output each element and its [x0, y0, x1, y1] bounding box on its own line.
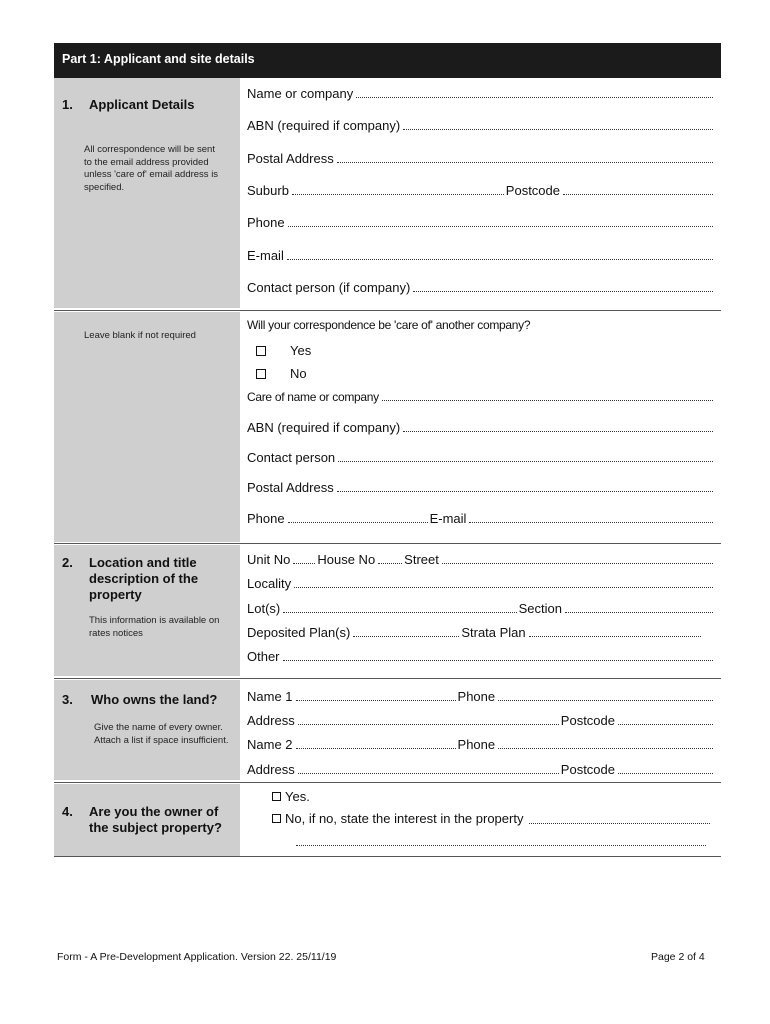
field-label: Postcode	[560, 713, 615, 728]
field-label: Contact person (if company)	[247, 280, 411, 295]
email-field[interactable]	[247, 248, 715, 266]
fill-line[interactable]	[403, 119, 713, 130]
lots-section-field[interactable]	[247, 601, 715, 619]
field-label: Name 1	[247, 689, 293, 704]
field-label: Care of name or company	[247, 390, 379, 404]
field-label: Section	[518, 601, 562, 616]
fill-line[interactable]	[292, 184, 504, 195]
fill-line[interactable]	[288, 216, 713, 227]
section-4-number: 4.	[62, 804, 73, 819]
section-1b-sidebar	[54, 312, 240, 542]
section-2-number: 2.	[62, 555, 73, 570]
section-1-number: 1.	[62, 97, 73, 112]
fill-line[interactable]	[296, 690, 456, 701]
fill-line[interactable]	[498, 690, 713, 701]
section-3-note: Give the name of every owner. Attach a list if space insufficient.	[94, 722, 229, 746]
checkbox-icon[interactable]	[256, 369, 266, 379]
care-of-name-field[interactable]	[247, 390, 715, 408]
owner-1-address-field[interactable]	[247, 713, 715, 731]
section-1-note: All correspondence will be sent to the email address provided unless 'care of' email address is specified.	[84, 144, 219, 193]
field-label: Postal Address	[247, 480, 334, 495]
fill-line[interactable]	[353, 626, 459, 637]
field-label: Lot(s)	[247, 601, 281, 616]
field-label: Name 2	[247, 737, 293, 752]
field-label: Other	[247, 649, 280, 664]
field-label: ABN (required if company)	[247, 118, 401, 133]
fill-line[interactable]	[288, 512, 428, 523]
locality-field[interactable]	[247, 576, 715, 594]
field-label: Postcode	[505, 183, 560, 198]
field-label: House No	[317, 552, 376, 567]
part-header: Part 1: Applicant and site details	[54, 43, 721, 78]
footer-form-version: Form - A Pre-Development Application. Version 22. 25/11/19	[57, 951, 337, 963]
option-label: Yes	[290, 343, 312, 358]
fill-line[interactable]	[283, 602, 516, 613]
field-label: Phone	[247, 511, 285, 526]
section-3-title: Who owns the land?	[91, 692, 218, 707]
fill-line[interactable]	[337, 152, 713, 163]
care-of-contact-field[interactable]	[247, 450, 715, 468]
section-4-title: Are you the owner of the subject property?	[89, 804, 222, 835]
divider	[54, 543, 721, 544]
fill-line[interactable]	[413, 281, 713, 292]
owner-no-option[interactable]	[272, 811, 712, 826]
fill-line[interactable]	[296, 738, 456, 749]
field-label: Name or company	[247, 86, 354, 101]
field-label: Phone	[457, 689, 496, 704]
field-label: Deposited Plan(s)	[247, 625, 351, 640]
section-1-title: Applicant Details	[89, 97, 195, 112]
fill-line[interactable]	[337, 481, 713, 492]
care-of-postal-field[interactable]	[247, 480, 715, 498]
field-label: Unit No	[247, 552, 291, 567]
field-label: Phone	[457, 737, 496, 752]
fill-line[interactable]	[298, 714, 559, 725]
field-label: Strata Plan	[461, 625, 526, 640]
fill-line[interactable]	[529, 813, 710, 824]
fill-line[interactable]	[618, 763, 713, 774]
divider	[54, 856, 721, 857]
field-label: E-mail	[247, 248, 284, 263]
field-label: Address	[247, 762, 295, 777]
option-label: Yes.	[285, 789, 310, 804]
option-label: No, if no, state the interest in the property	[285, 811, 524, 826]
field-label: Address	[247, 713, 295, 728]
checkbox-icon[interactable]	[256, 346, 266, 356]
fill-line[interactable]	[296, 835, 706, 846]
checkbox-icon[interactable]	[272, 814, 281, 823]
field-label: Contact person	[247, 450, 336, 465]
fill-line[interactable]	[498, 738, 713, 749]
abn-field[interactable]	[247, 118, 715, 136]
field-label: Street	[404, 552, 439, 567]
interest-continuation-line[interactable]	[296, 835, 708, 853]
divider	[54, 310, 721, 311]
owner-yes-option[interactable]	[272, 789, 310, 804]
fill-line[interactable]	[287, 249, 713, 260]
owner-2-address-field[interactable]	[247, 762, 715, 780]
unit-house-street-field[interactable]	[247, 552, 715, 570]
fill-line[interactable]	[378, 553, 402, 564]
section-2-title: Location and title description of the property	[89, 555, 199, 602]
fill-line[interactable]	[338, 451, 713, 462]
fill-line[interactable]	[442, 553, 713, 564]
care-of-phone-email-field[interactable]	[247, 511, 715, 529]
suburb-postcode-field[interactable]	[247, 183, 715, 201]
fill-line[interactable]	[356, 87, 713, 98]
fill-line[interactable]	[618, 714, 713, 725]
section-2-note: This information is available on rates notices	[89, 615, 220, 639]
option-label: No	[290, 366, 307, 381]
fill-line[interactable]	[529, 626, 701, 637]
fill-line[interactable]	[298, 763, 559, 774]
field-label: Phone	[247, 215, 285, 230]
name-or-company-field[interactable]	[247, 86, 715, 104]
fill-line[interactable]	[293, 553, 315, 564]
owner-2-name-phone-field[interactable]	[247, 737, 715, 755]
field-label: E-mail	[429, 511, 467, 526]
fill-line[interactable]	[382, 390, 713, 401]
care-of-abn-field[interactable]	[247, 420, 715, 438]
contact-person-field[interactable]	[247, 280, 715, 298]
question-text: Will your correspondence be 'care of' another company?	[247, 318, 531, 332]
care-of-question	[247, 318, 715, 336]
postal-address-field[interactable]	[247, 151, 715, 169]
section-1b-note: Leave blank if not required	[84, 330, 196, 341]
care-of-yes-option[interactable]	[256, 343, 311, 358]
field-label: Postal Address	[247, 151, 334, 166]
fill-line[interactable]	[403, 421, 713, 432]
footer-page-number: Page 2 of 4	[651, 951, 705, 963]
fill-line[interactable]	[565, 602, 713, 613]
fill-line[interactable]	[469, 512, 713, 523]
owner-1-name-phone-field[interactable]	[247, 689, 715, 707]
divider	[54, 678, 721, 679]
care-of-no-option[interactable]	[256, 366, 307, 381]
checkbox-icon[interactable]	[272, 792, 281, 801]
field-label: Suburb	[247, 183, 289, 198]
other-field[interactable]	[247, 649, 715, 667]
field-label: ABN (required if company)	[247, 420, 401, 435]
deposited-strata-plan-field[interactable]	[247, 625, 715, 643]
fill-line[interactable]	[294, 577, 713, 588]
divider	[54, 782, 721, 783]
fill-line[interactable]	[283, 650, 713, 661]
fill-line[interactable]	[563, 184, 713, 195]
phone-field[interactable]	[247, 215, 715, 233]
section-3-number: 3.	[62, 692, 73, 707]
field-label: Locality	[247, 576, 292, 591]
field-label: Postcode	[560, 762, 615, 777]
